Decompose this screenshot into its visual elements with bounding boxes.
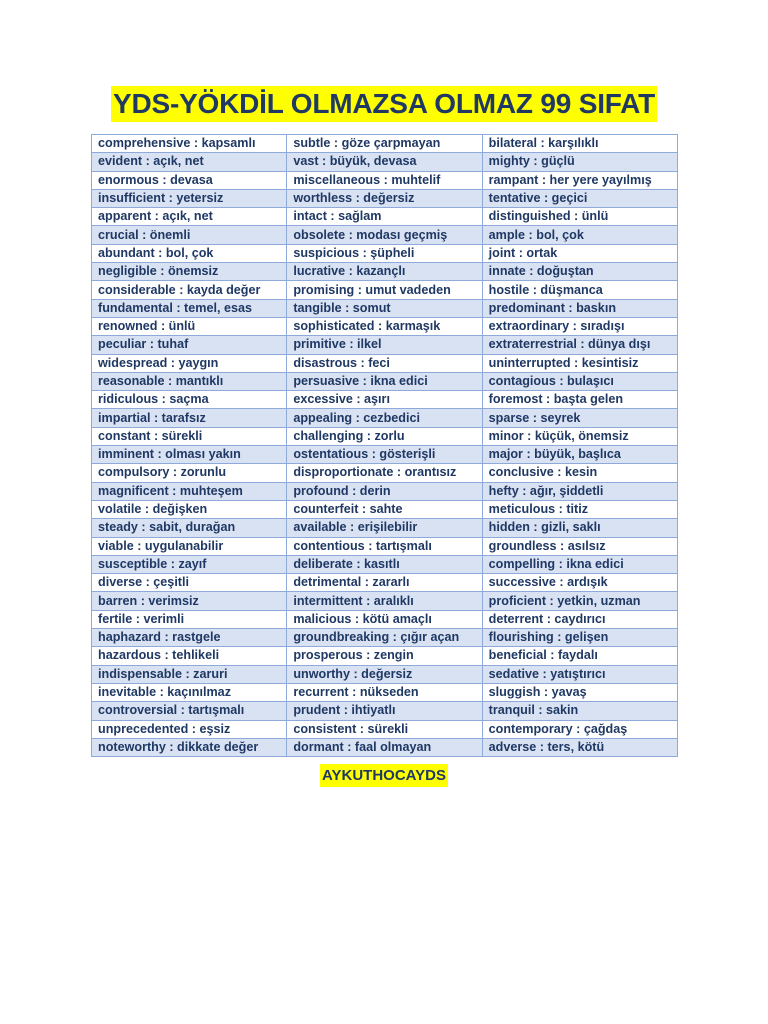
table-cell: bilateral : karşılıklı bbox=[482, 135, 677, 153]
table-cell: prosperous : zengin bbox=[287, 647, 482, 665]
table-cell: suspicious : şüpheli bbox=[287, 244, 482, 262]
author-label: AYKUTHOCAYDS bbox=[320, 764, 448, 787]
table-cell: tranquil : sakin bbox=[482, 702, 677, 720]
table-cell: counterfeit : sahte bbox=[287, 500, 482, 518]
table-cell: predominant : baskın bbox=[482, 299, 677, 317]
table-cell: unprecedented : eşsiz bbox=[92, 720, 287, 738]
table-cell: ridiculous : saçma bbox=[92, 391, 287, 409]
table-cell: impartial : tarafsız bbox=[92, 409, 287, 427]
table-row bbox=[92, 263, 678, 281]
table-row bbox=[92, 317, 678, 335]
table-cell: joint : ortak bbox=[482, 244, 677, 262]
table-cell: extraterrestrial : dünya dışı bbox=[482, 336, 677, 354]
table-cell: meticulous : titiz bbox=[482, 500, 677, 518]
table-cell: crucial : önemli bbox=[92, 226, 287, 244]
table-cell: promising : umut vadeden bbox=[287, 281, 482, 299]
table-cell: lucrative : kazançlı bbox=[287, 263, 482, 281]
table-row bbox=[92, 446, 678, 464]
table-row bbox=[92, 189, 678, 207]
table-cell: worthless : değersiz bbox=[287, 189, 482, 207]
table-cell: considerable : kayda değer bbox=[92, 281, 287, 299]
table-cell: uninterrupted : kesintisiz bbox=[482, 354, 677, 372]
table-cell: compelling : ikna edici bbox=[482, 555, 677, 573]
table-cell: available : erişilebilir bbox=[287, 519, 482, 537]
table-cell: sluggish : yavaş bbox=[482, 683, 677, 701]
table-cell: detrimental : zararlı bbox=[287, 574, 482, 592]
table-cell: tentative : geçici bbox=[482, 189, 677, 207]
table-cell: apparent : açık, net bbox=[92, 208, 287, 226]
table-cell: disproportionate : orantısız bbox=[287, 464, 482, 482]
table-row bbox=[92, 482, 678, 500]
table-row bbox=[92, 720, 678, 738]
table-cell: intact : sağlam bbox=[287, 208, 482, 226]
table-cell: viable : uygulanabilir bbox=[92, 537, 287, 555]
vocabulary-table-body bbox=[92, 135, 678, 757]
table-cell: susceptible : zayıf bbox=[92, 555, 287, 573]
table-cell: peculiar : tuhaf bbox=[92, 336, 287, 354]
table-cell: noteworthy : dikkate değer bbox=[92, 738, 287, 756]
table-cell: minor : küçük, önemsiz bbox=[482, 427, 677, 445]
table-cell: unworthy : değersiz bbox=[287, 665, 482, 683]
table-row bbox=[92, 537, 678, 555]
table-cell: mighty : güçlü bbox=[482, 153, 677, 171]
table-cell: deterrent : caydırıcı bbox=[482, 610, 677, 628]
table-row bbox=[92, 135, 678, 153]
table-cell: controversial : tartışmalı bbox=[92, 702, 287, 720]
table-cell: fundamental : temel, esas bbox=[92, 299, 287, 317]
table-cell: hidden : gizli, saklı bbox=[482, 519, 677, 537]
table-cell: groundless : asılsız bbox=[482, 537, 677, 555]
table-cell: dormant : faal olmayan bbox=[287, 738, 482, 756]
table-cell: contemporary : çağdaş bbox=[482, 720, 677, 738]
table-cell: inevitable : kaçınılmaz bbox=[92, 683, 287, 701]
table-row bbox=[92, 171, 678, 189]
table-row bbox=[92, 574, 678, 592]
table-cell: consistent : sürekli bbox=[287, 720, 482, 738]
table-row bbox=[92, 610, 678, 628]
table-cell: renowned : ünlü bbox=[92, 317, 287, 335]
table-cell: profound : derin bbox=[287, 482, 482, 500]
table-cell: appealing : cezbedici bbox=[287, 409, 482, 427]
table-cell: beneficial : faydalı bbox=[482, 647, 677, 665]
table-cell: abundant : bol, çok bbox=[92, 244, 287, 262]
table-cell: sparse : seyrek bbox=[482, 409, 677, 427]
table-cell: excessive : aşırı bbox=[287, 391, 482, 409]
table-row bbox=[92, 647, 678, 665]
table-row bbox=[92, 226, 678, 244]
table-cell: hazardous : tehlikeli bbox=[92, 647, 287, 665]
table-row bbox=[92, 409, 678, 427]
table-row bbox=[92, 354, 678, 372]
table-cell: reasonable : mantıklı bbox=[92, 372, 287, 390]
table-cell: constant : sürekli bbox=[92, 427, 287, 445]
table-cell: innate : doğuştan bbox=[482, 263, 677, 281]
table-row bbox=[92, 336, 678, 354]
table-cell: contentious : tartışmalı bbox=[287, 537, 482, 555]
table-row bbox=[92, 665, 678, 683]
table-cell: haphazard : rastgele bbox=[92, 629, 287, 647]
table-cell: tangible : somut bbox=[287, 299, 482, 317]
table-cell: evident : açık, net bbox=[92, 153, 287, 171]
table-cell: flourishing : gelişen bbox=[482, 629, 677, 647]
table-cell: adverse : ters, kötü bbox=[482, 738, 677, 756]
table-row bbox=[92, 281, 678, 299]
table-cell: diverse : çeşitli bbox=[92, 574, 287, 592]
table-cell: ample : bol, çok bbox=[482, 226, 677, 244]
table-cell: groundbreaking : çığır açan bbox=[287, 629, 482, 647]
table-cell: comprehensive : kapsamlı bbox=[92, 135, 287, 153]
table-cell: intermittent : aralıklı bbox=[287, 592, 482, 610]
table-row bbox=[92, 519, 678, 537]
table-cell: sophisticated : karmaşık bbox=[287, 317, 482, 335]
table-cell: ostentatious : gösterişli bbox=[287, 446, 482, 464]
table-cell: fertile : verimli bbox=[92, 610, 287, 628]
table-cell: major : büyük, başlıca bbox=[482, 446, 677, 464]
table-cell: contagious : bulaşıcı bbox=[482, 372, 677, 390]
table-row bbox=[92, 208, 678, 226]
table-cell: negligible : önemsiz bbox=[92, 263, 287, 281]
table-row bbox=[92, 702, 678, 720]
table-row bbox=[92, 299, 678, 317]
table-row bbox=[92, 464, 678, 482]
table-cell: imminent : olması yakın bbox=[92, 446, 287, 464]
table-cell: widespread : yaygın bbox=[92, 354, 287, 372]
table-row bbox=[92, 555, 678, 573]
table-row bbox=[92, 391, 678, 409]
table-cell: recurrent : nükseden bbox=[287, 683, 482, 701]
table-cell: steady : sabit, durağan bbox=[92, 519, 287, 537]
table-cell: persuasive : ikna edici bbox=[287, 372, 482, 390]
table-row bbox=[92, 427, 678, 445]
table-cell: foremost : başta gelen bbox=[482, 391, 677, 409]
table-cell: primitive : ilkel bbox=[287, 336, 482, 354]
table-row bbox=[92, 683, 678, 701]
vocabulary-table bbox=[91, 134, 678, 757]
table-cell: proficient : yetkin, uzman bbox=[482, 592, 677, 610]
table-cell: challenging : zorlu bbox=[287, 427, 482, 445]
table-cell: insufficient : yetersiz bbox=[92, 189, 287, 207]
table-cell: successive : ardışık bbox=[482, 574, 677, 592]
table-row bbox=[92, 738, 678, 756]
table-cell: magnificent : muhteşem bbox=[92, 482, 287, 500]
table-cell: vast : büyük, devasa bbox=[287, 153, 482, 171]
table-row bbox=[92, 592, 678, 610]
table-cell: barren : verimsiz bbox=[92, 592, 287, 610]
table-row bbox=[92, 244, 678, 262]
table-cell: disastrous : feci bbox=[287, 354, 482, 372]
table-cell: distinguished : ünlü bbox=[482, 208, 677, 226]
table-cell: subtle : göze çarpmayan bbox=[287, 135, 482, 153]
footer-wrapper bbox=[0, 764, 768, 787]
table-cell: miscellaneous : muhtelif bbox=[287, 171, 482, 189]
table-cell: compulsory : zorunlu bbox=[92, 464, 287, 482]
table-cell: extraordinary : sıradışı bbox=[482, 317, 677, 335]
table-cell: hefty : ağır, şiddetli bbox=[482, 482, 677, 500]
table-cell: indispensable : zaruri bbox=[92, 665, 287, 683]
table-row bbox=[92, 372, 678, 390]
table-cell: enormous : devasa bbox=[92, 171, 287, 189]
table-cell: prudent : ihtiyatlı bbox=[287, 702, 482, 720]
table-cell: sedative : yatıştırıcı bbox=[482, 665, 677, 683]
page-title: YDS-YÖKDİL OLMAZSA OLMAZ 99 SIFAT bbox=[111, 86, 657, 122]
table-cell: obsolete : modası geçmiş bbox=[287, 226, 482, 244]
table-row bbox=[92, 500, 678, 518]
table-cell: malicious : kötü amaçlı bbox=[287, 610, 482, 628]
title-wrapper bbox=[0, 86, 768, 122]
table-cell: rampant : her yere yayılmış bbox=[482, 171, 677, 189]
table-row bbox=[92, 153, 678, 171]
table-row bbox=[92, 629, 678, 647]
table-cell: deliberate : kasıtlı bbox=[287, 555, 482, 573]
table-cell: volatile : değişken bbox=[92, 500, 287, 518]
table-cell: conclusive : kesin bbox=[482, 464, 677, 482]
table-cell: hostile : düşmanca bbox=[482, 281, 677, 299]
